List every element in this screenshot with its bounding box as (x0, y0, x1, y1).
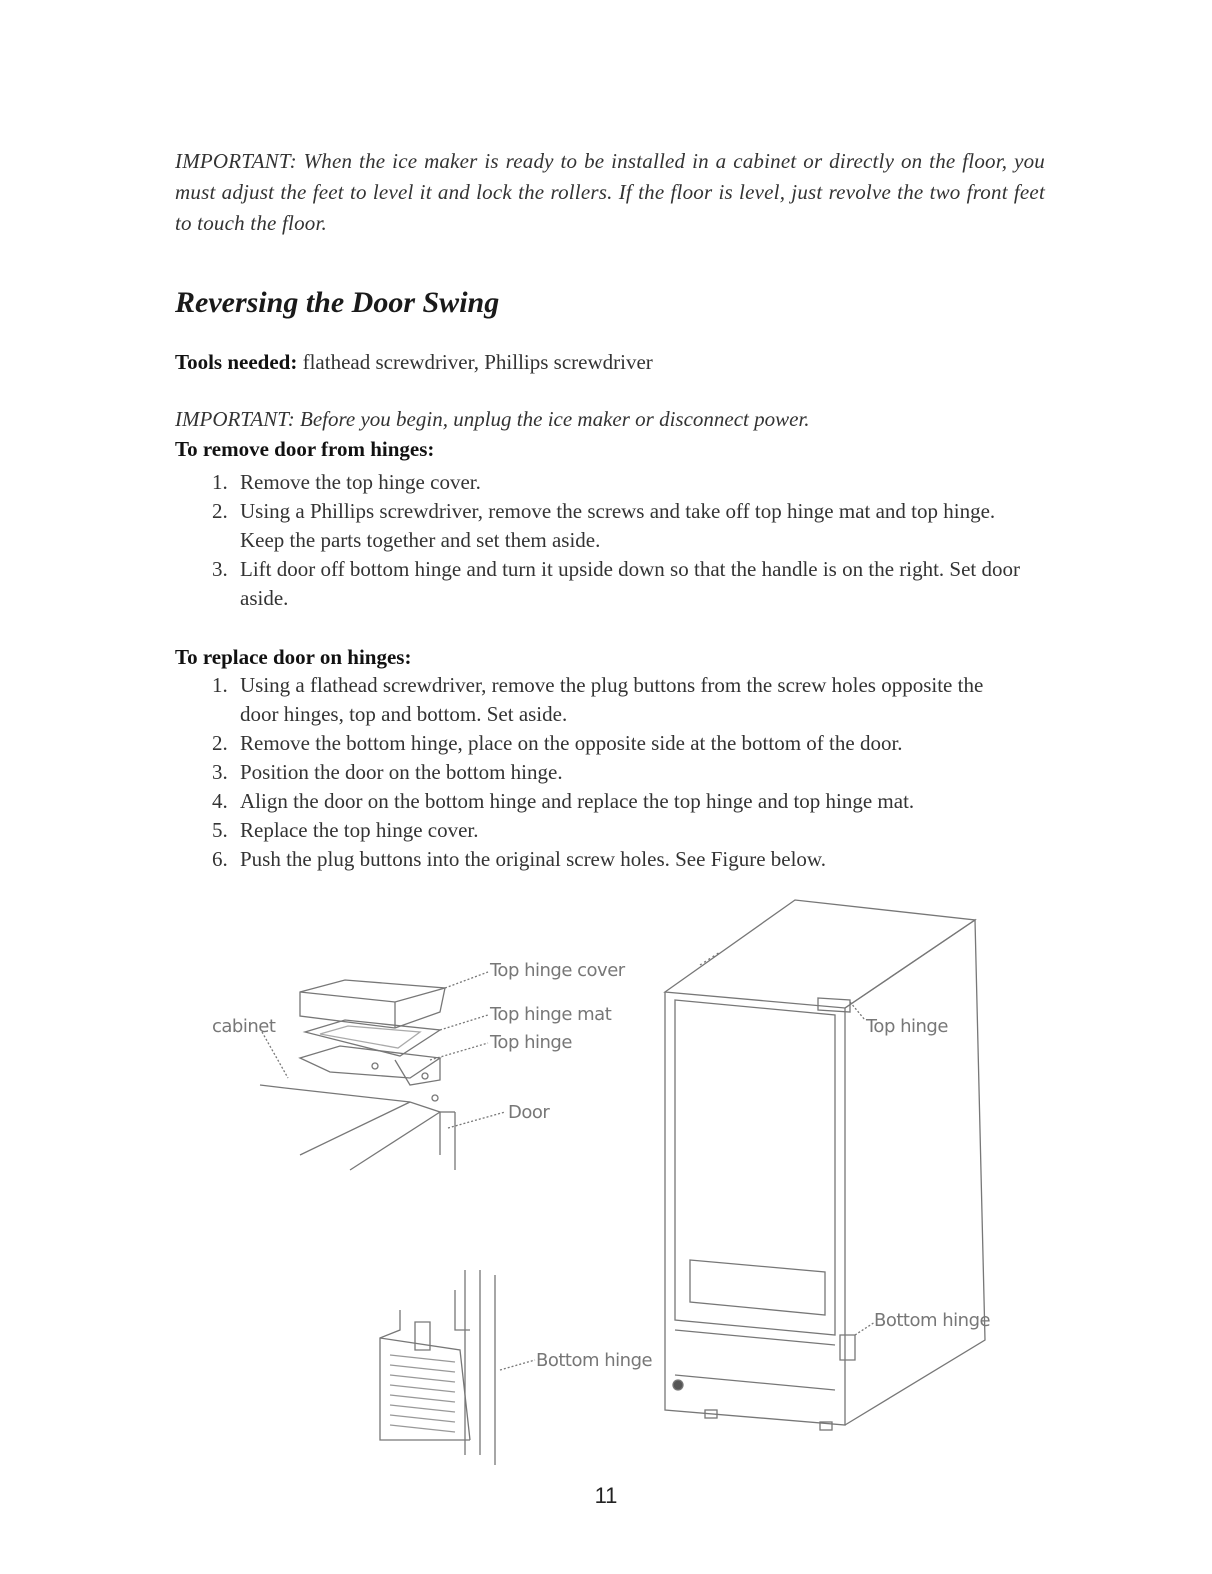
label-top-hinge-mat: Top hinge mat (490, 1004, 612, 1025)
list-item: 6. Push the plug buttons into the original screw holes. See Figure below. (212, 847, 826, 871)
ice-maker-unit-drawing (665, 900, 985, 1430)
list-item: 4. Align the door on the bottom hinge and replace the top hinge and top hinge mat. (212, 789, 915, 813)
tools-needed (175, 350, 653, 375)
page-number: 11 (594, 1483, 618, 1508)
label-cabinet: cabinet (212, 1016, 276, 1037)
list-item: 3. Position the door on the bottom hinge. (212, 760, 563, 784)
remove-steps-list (200, 468, 1020, 613)
label-bottom-hinge-left: Bottom hinge (536, 1350, 653, 1371)
replace-door-heading: To replace door on hinges: (175, 645, 412, 669)
label-door: Door (508, 1102, 550, 1123)
list-item: 2. Using a Phillips screwdriver, remove the screws and take off top hinge mat and top hinge. Keep the parts together and set them aside. (212, 499, 996, 552)
tools-label: Tools needed: (175, 350, 298, 374)
list-item: 3. Lift door off bottom hinge and turn it upside down so that the handle is on the right. Set door aside. (212, 557, 1021, 610)
important-note-mid: IMPORTANT: Before you begin, unplug the ice maker or disconnect power. (175, 407, 810, 431)
remove-door-heading: To remove door from hinges: (175, 437, 435, 461)
section-title: Reversing the Door Swing (175, 286, 500, 319)
replace-steps-list (200, 671, 1000, 874)
label-top-hinge-right: Top hinge (866, 1016, 948, 1037)
label-bottom-hinge-right: Bottom hinge (874, 1310, 991, 1331)
list-item: 2. Remove the bottom hinge, place on the opposite side at the bottom of the door. (212, 731, 903, 755)
important-note-top: IMPORTANT: When the ice maker is ready to be installed in a cabinet or directly on the floor, you must adjust the feet to level it and lock the rollers. If the floor is level, just revolve the two front feet to touch the floor. (175, 149, 1045, 235)
exploded-hinge-drawing (260, 972, 505, 1170)
label-top-hinge-left: Top hinge (490, 1032, 572, 1053)
door-swing-figure (0, 880, 1212, 1480)
label-top-hinge-cover: Top hinge cover (490, 960, 625, 981)
list-item: 5. Replace the top hinge cover. (212, 818, 479, 842)
tools-value: flathead screwdriver, Phillips screwdriver (302, 350, 653, 374)
bottom-hinge-detail-drawing (380, 1270, 535, 1465)
list-item: 1. Remove the top hinge cover. (212, 470, 481, 494)
list-item: 1. Using a flathead screwdriver, remove the plug buttons from the screw holes opposite the door hinges, top and bottom. Set aside. (212, 673, 984, 726)
